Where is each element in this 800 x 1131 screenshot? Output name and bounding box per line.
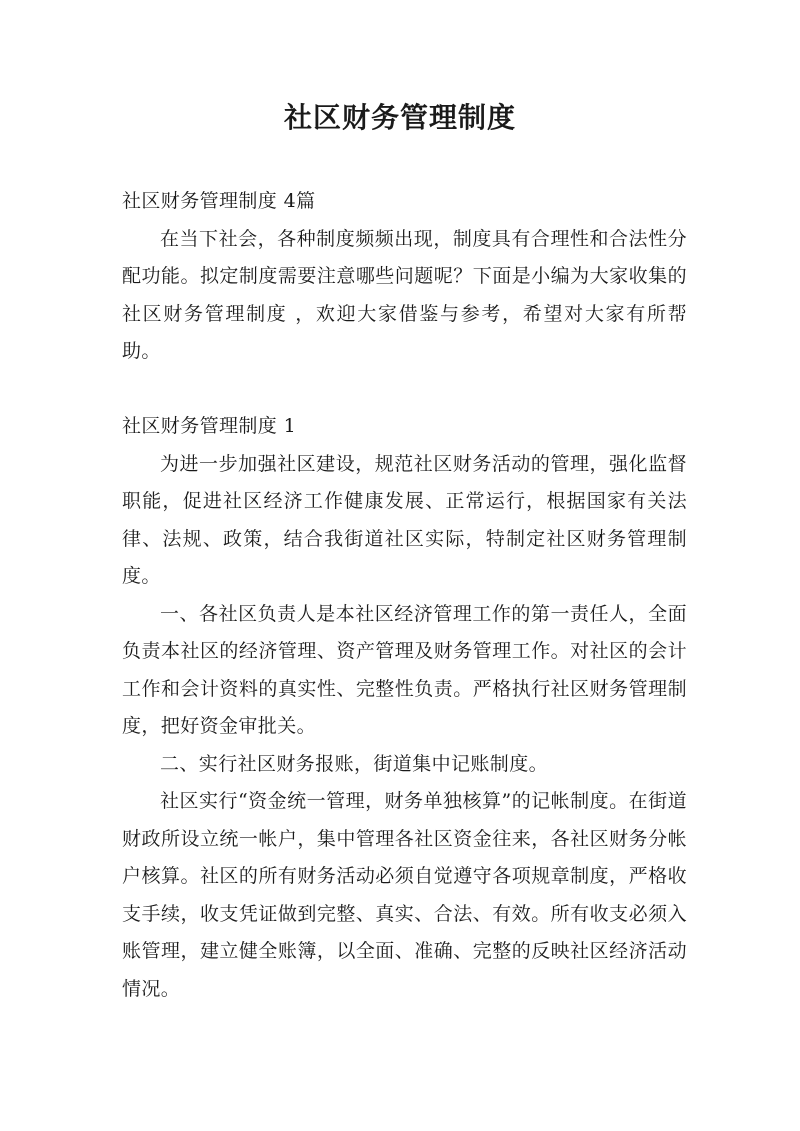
intro-paragraph: 在当下社会，各种制度频频出现，制度具有合理性和合法性分配功能。拟定制度需要注意哪些问题呢？下面是小编为大家收集的社区财务管理制度 ，欢迎大家借鉴与参考，希望对大家有所帮助。 [122,227,687,362]
section-heading: 社区财务管理制度 1 [122,415,297,437]
paragraph-spacer [122,371,687,409]
document-body [122,183,687,1008]
section-paragraph: 二、实行社区财务报账，街道集中记账制度。 [160,752,549,775]
section-paragraph: 一、各社区负责人是本社区经济管理工作的第一责任人，全面负责本社区的经济管理、资产管理及财务管理工作。对社区的会计工作和会计资料的真实性、完整性负责。严格执行社区财务管理制度，把好资金审批关。 [122,602,687,737]
intro-heading: 社区财务管理制度 4篇 [122,190,316,212]
document-title: 社区财务管理制度 [283,101,516,134]
section-paragraph: 社区实行“资金统一管理，财务单独核算”的记帐制度。在街道财政所设立统一帐户，集中管理各社区资金往来，各社区财务分帐户核算。社区的所有财务活动必须自觉遵守各项规章制度，严格收支手续，收支凭证做到完整、真实、合法、有效。所有收支必须入账管理，建立健全账簿，以全面、准确、完整的反映社区经济活动情况。 [122,790,687,1000]
section-paragraph: 为进一步加强社区建设，规范社区财务活动的管理，强化监督职能，促进社区经济工作健康发展、正常运行，根据国家有关法律、法规、政策，结合我街道社区实际，特制定社区财务管理制度。 [122,452,687,587]
